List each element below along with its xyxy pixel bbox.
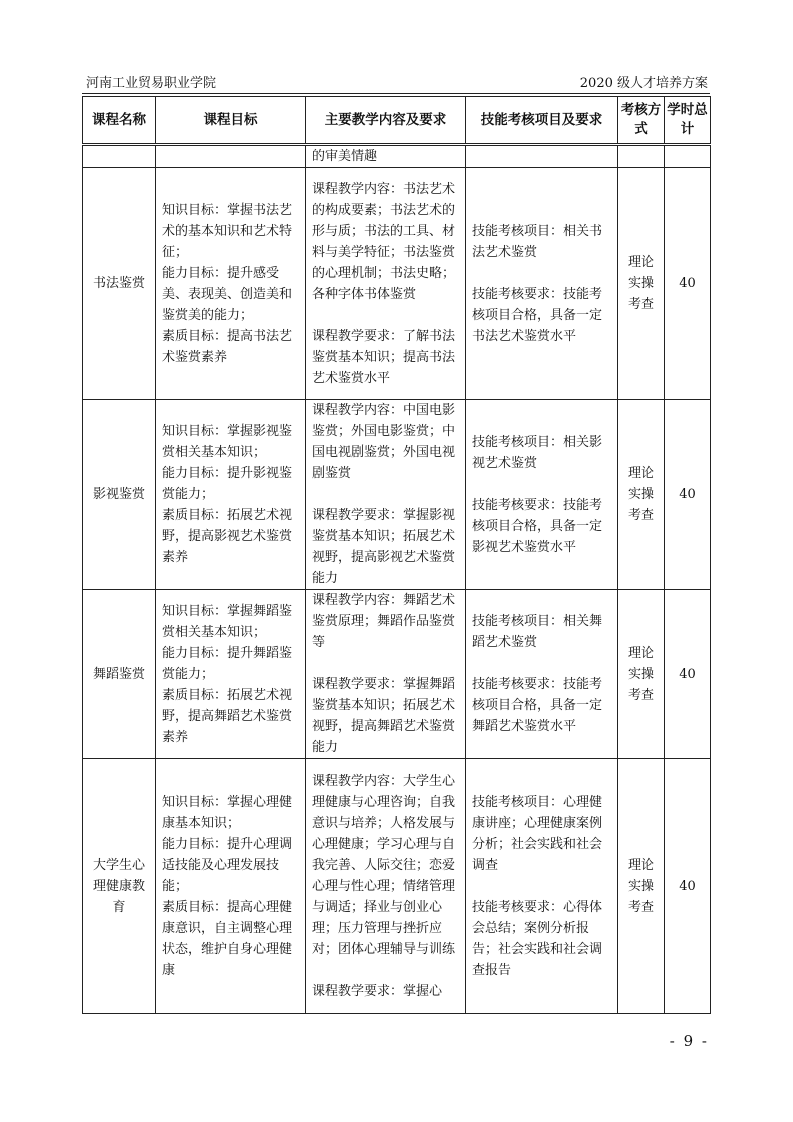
skill-item-text: 技能考核项目：相关书法艺术鉴赏: [472, 223, 603, 260]
skill-item-text: 技能考核项目：相关影视艺术鉴赏: [472, 434, 603, 471]
teaching-content-text: 课程教学内容：舞蹈艺术鉴赏原理；舞蹈作品鉴赏等: [312, 593, 456, 650]
skill-assessment: [466, 759, 618, 1014]
course-goal-text: 知识目标：掌握心理健康基本知识； 能力目标：提升心理调适技能及心理发展技能； 素质目标：提高心理健康意识，自主调整心理状态，维护自身心理健康: [162, 794, 293, 978]
total-hours: 40: [665, 759, 711, 1014]
table-row: [83, 590, 711, 759]
table-row: [83, 759, 711, 1014]
course-name: 书法鉴赏: [83, 168, 156, 400]
course-name: 影视鉴赏: [83, 400, 156, 590]
course-goal-text: 知识目标：掌握影视鉴赏相关基本知识； 能力目标：提升影视鉴赏能力； 素质目标：拓展艺术视野，提高影视艺术鉴赏素养: [162, 424, 293, 565]
skill-assessment: [466, 400, 618, 590]
school-name: 河南工业贸易职业学院: [86, 76, 217, 91]
header-course-name: 课程名称: [83, 97, 156, 145]
exam-method: 理论 实操 考查: [618, 168, 665, 400]
total-hours: 40: [665, 400, 711, 590]
teaching-requirement-text: 课程教学要求：掌握舞蹈鉴赏基本知识；拓展艺术视野，提高舞蹈艺术鉴赏能力: [312, 677, 456, 755]
course-goal: [156, 168, 306, 400]
course-goal: [156, 759, 306, 1014]
teaching-requirement-text: 课程教学要求：掌握心: [312, 983, 443, 999]
header-teaching-content: 主要教学内容及要求: [306, 97, 466, 145]
header-skill-assessment: 技能考核项目及要求: [466, 97, 618, 145]
course-goal-text: 知识目标：掌握舞蹈鉴赏相关基本知识； 能力目标：提升舞蹈鉴赏能力； 素质目标：拓展艺术视野，提高舞蹈艺术鉴赏素养: [162, 603, 293, 745]
table-row: [83, 168, 711, 400]
skill-assessment: [466, 590, 618, 759]
course-name: 舞蹈鉴赏: [83, 590, 156, 759]
course-name: 大学生心理健康教育: [83, 759, 156, 1014]
exam-method: 理论 实操 考查: [618, 400, 665, 590]
header-course-goal: 课程目标: [156, 97, 306, 145]
curriculum-table: [82, 96, 711, 1014]
plan-title: 2020 级人才培养方案: [579, 76, 708, 91]
course-goal: [156, 400, 306, 590]
teaching-content: [306, 590, 466, 759]
header-total-hours: 学时总计: [665, 97, 711, 145]
table-header-row: [83, 97, 711, 145]
course-goal: [156, 590, 306, 759]
course-goal-text: 知识目标：掌握书法艺术的基本知识和艺术特征； 能力目标：提升感受美、表现美、创造美和鉴赏美的能力； 素质目标：提高书法艺术鉴赏素养: [162, 202, 293, 365]
teaching-content: [306, 168, 466, 400]
skill-requirement-text: 技能考核要求：技能考核项目合格，具备一定影视艺术鉴赏水平: [472, 497, 603, 555]
header-rule: [82, 93, 710, 94]
total-hours: 40: [665, 590, 711, 759]
exam-method: 理论 实操 考查: [618, 759, 665, 1014]
skill-assessment: [466, 168, 618, 400]
skill-requirement-text: 技能考核要求：技能考核项目合格，具备一定舞蹈艺术鉴赏水平: [472, 677, 603, 734]
teaching-requirement-text: 课程教学要求：掌握影视鉴赏基本知识；拓展艺术视野，提高影视艺术鉴赏能力: [312, 508, 456, 586]
teaching-content: [306, 759, 466, 1014]
teaching-requirement-text: 课程教学要求：了解书法鉴赏基本知识；提高书法艺术鉴赏水平: [312, 328, 456, 386]
teaching-content: [306, 400, 466, 590]
skill-item-text: 技能考核项目：相关舞蹈艺术鉴赏: [472, 614, 603, 650]
exam-method: 理论 实操 考查: [618, 590, 665, 759]
page-number: - 9 -: [669, 1032, 709, 1050]
total-hours: 40: [665, 168, 711, 400]
table-row-continuation: [83, 145, 711, 168]
skill-requirement-text: 技能考核要求：心得体会总结；案例分析报告；社会实践和社会调查报告: [472, 899, 603, 978]
header-exam-method: 考核方式: [618, 97, 665, 145]
skill-item-text: 技能考核项目：心理健康讲座；心理健康案例分析；社会实践和社会调查: [472, 794, 603, 873]
teaching-content-text: 课程教学内容：书法艺术的构成要素；书法艺术的形与质；书法的工具、材料与美学特征；书法鉴赏的心理机制；书法史略；各种字体书体鉴赏: [312, 181, 456, 302]
skill-requirement-text: 技能考核要求：技能考核项目合格，具备一定书法艺术鉴赏水平: [472, 286, 603, 344]
continuation-content: 的审美情趣: [306, 145, 466, 168]
teaching-content-text: 课程教学内容：大学生心理健康与心理咨询；自我意识与培养；人格发展与心理健康；学习心理与自我完善、人际交往；恋爱心理与性心理；情绪管理与调适；择业与创业心理；压力管理与挫折应对；团体心理辅导与训练: [312, 773, 456, 957]
table-row: [83, 400, 711, 590]
page-header: [82, 74, 710, 94]
teaching-content-text: 课程教学内容：中国电影鉴赏；外国电影鉴赏；中国电视剧鉴赏；外国电视剧鉴赏: [312, 403, 456, 481]
